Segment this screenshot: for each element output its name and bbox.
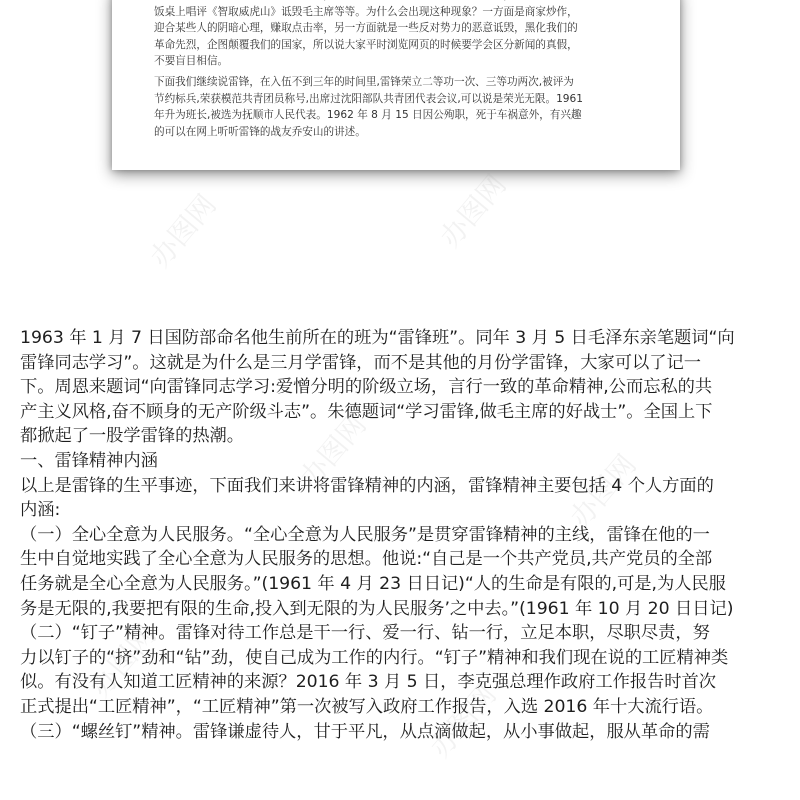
card-line: 下面我们继续说雷锋，在入伍不到三年的时间里,雷锋荣立二等功一次、三等功两次,被评为: [154, 76, 574, 88]
watermark: 办图网: [143, 188, 223, 274]
card-line: 节约标兵,荣获模范共青团员称号,出席过沈阳部队共青团代表会议,可以说是荣光无限。1961: [154, 92, 584, 105]
card-line: 革命先烈，企图颠覆我们的国家，所以说大家平时浏览网页的时候要学会区分新闻的真假，: [154, 38, 578, 51]
card-paragraph-2: [154, 74, 583, 140]
article-line: 内涵:: [20, 500, 61, 521]
article-line: （三）“螺丝钉”精神。雷锋谦虚待人，甘于平凡，从点滴做起，从小事做起，服从革命的需: [20, 721, 710, 742]
card-line: 年升为班长,被选为抚顺市人民代表。1962 年 8 月 15 日因公殉职，死于车祸意外，有兴趣: [154, 109, 582, 122]
watermark: 办图网: [423, 678, 503, 764]
article-line: 力以钉子的“挤”劲和“钻”劲，使自己成为工作的内行。“钉子”精神和我们现在说的工匠精神类: [20, 647, 729, 668]
article-body: [20, 326, 790, 744]
article-line: 任务就是全心全意为人民服务。”(1961 年 4 月 23 日日记)“人的生命是有限的,可是,为人民服: [20, 573, 726, 594]
section-heading: 一、雷锋精神内涵: [20, 450, 158, 471]
article-line: 产主义风格,奋不顾身的无产阶级斗志”。朱德题词“学习雷锋,做毛主席的好战士”。全国上下: [20, 401, 713, 422]
article-line: 下。周恩来题词“向雷锋同志学习:爱憎分明的阶级立场，言行一致的革命精神,公而忘私的共: [20, 377, 713, 398]
watermark: 办图网: [83, 618, 163, 704]
article-line: （二）“钉子”精神。雷锋对待工作总是干一行、爱一行、钻一行，立足本职，尽职尽责，努: [20, 623, 710, 644]
article-line: 雷锋同志学习”。这就是为什么是三月学雷锋，而不是其他的月份学雷锋，大家可以了记一: [20, 352, 701, 373]
article-line: 正式提出“工匠精神”，“工匠精神”第一次被写入政府工作报告，入选 2016 年十大流行语。: [20, 696, 714, 717]
article-line: 似。有没有人知道工匠精神的来源？2016 年 3 月 5 日，李克强总理作政府工作报告时首次: [20, 672, 716, 693]
article-line: 都掀起了一股学雷锋的热潮。: [20, 426, 245, 447]
watermark: 办图网: [433, 168, 513, 254]
card-line: 的可以在网上听听雷锋的战友乔安山的讲述。: [154, 125, 366, 138]
card-line: 饭桌上唱评《智取威虎山》诋毁毛主席等等。为什么会出现这种现象？一方面是商家炒作，: [154, 5, 578, 18]
card-line: 不要盲目相信。: [154, 55, 229, 68]
document-excerpt-card: [112, 0, 680, 170]
article-line: 务是无限的,我要把有限的生命,投入到无限的为人民服务’之中去。”(1961 年 10 月 20 日日记): [20, 598, 734, 619]
article-line: （一）全心全意为人民服务。“全心全意为人民服务”是贯穿雷锋精神的主线，雷锋在他的一: [20, 524, 710, 545]
card-paragraph-1: [154, 0, 578, 70]
article-line: 以上是雷锋的生平事迹，下面我们来讲将雷锋精神的内涵，雷锋精神主要包括 4 个人方面的: [20, 475, 714, 496]
watermark: 办图网: [293, 408, 373, 494]
article-line: 1963 年 1 月 7 日国防部命名他生前所在的班为“雷锋班”。同年 3 月 5 日毛泽东亲笔题词“向: [20, 328, 735, 348]
card-line: 迎合某些人的阴暗心理，赚取点击率，另一方面就是一些反对势力的恶意诋毁，黑化我们的: [154, 22, 578, 35]
article-line: 生中自觉地实践了全心全意为人民服务的思想。他说:“自己是一个共产党员,共产党员的全部: [20, 549, 713, 570]
watermark: 办图网: [563, 448, 643, 534]
